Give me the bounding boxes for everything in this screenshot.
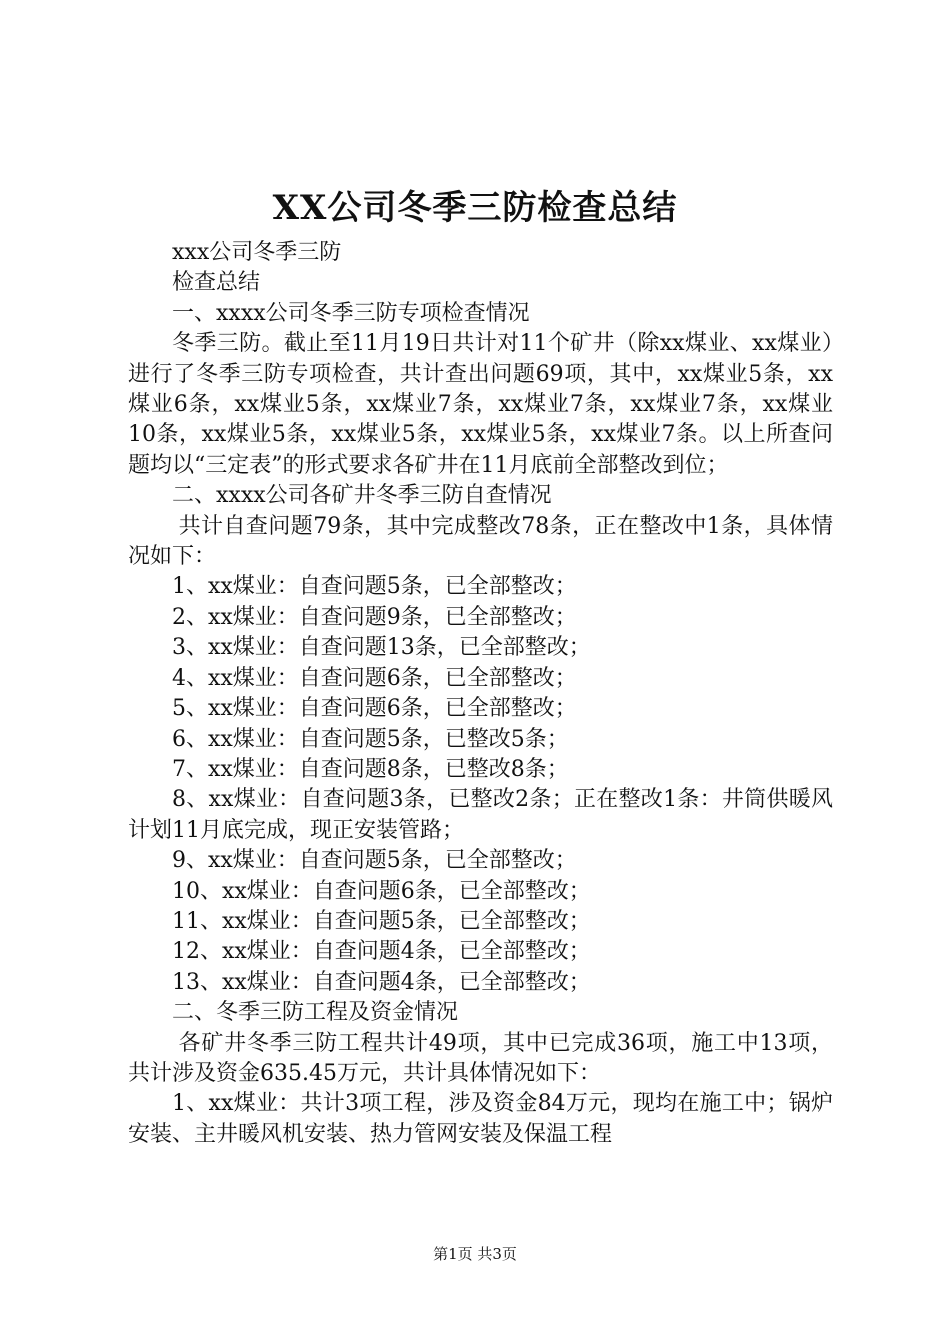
list-item: 6、xx煤业：自查问题5条，已整改5条； — [172, 726, 569, 752]
paragraph-engineering-summary: 各矿井冬季三防工程共计49项，其中已完成36项，施工中13项，共计涉及资金635.45万元，共计具体情况如下： — [128, 1030, 833, 1086]
list-item: 1、xx煤业：自查问题5条，已全部整改； — [172, 574, 577, 600]
list-item: 1、xx煤业：共计3项工程，涉及资金84万元，现均在施工中；锅炉安装、主井暖风机安装、热力管网安装及保温工程 — [128, 1091, 833, 1147]
section-heading-self-inspection: 二、xxxx公司各矿井冬季三防自查情况 — [172, 483, 552, 509]
paragraph-summary-heading: 检查总结 — [172, 270, 261, 296]
list-item: 5、xx煤业：自查问题6条，已全部整改； — [172, 696, 577, 722]
list-item: 3、xx煤业：自查问题13条，已全部整改； — [172, 635, 591, 661]
section-heading-engineering-funds: 二、冬季三防工程及资金情况 — [172, 1000, 459, 1026]
list-item: 10、xx煤业：自查问题6条，已全部整改； — [172, 878, 591, 904]
list-item: 4、xx煤业：自查问题6条，已全部整改； — [172, 665, 577, 691]
list-item: 9、xx煤业：自查问题5条，已全部整改； — [172, 848, 577, 874]
document-title: XX公司冬季三防检查总结 — [272, 188, 678, 228]
paragraph-self-inspection-summary: 共计自查问题79条，其中完成整改78条，正在整改中1条，具体情况如下： — [128, 513, 833, 570]
list-item: 2、xx煤业：自查问题9条，已全部整改； — [172, 604, 577, 630]
section-heading-special-inspection: 一、xxxx公司冬季三防专项检查情况 — [172, 300, 530, 326]
list-item: 12、xx煤业：自查问题4条，已全部整改； — [172, 939, 591, 965]
document-body — [128, 238, 833, 1150]
page-footer: 第1页 共3页 — [433, 1245, 517, 1263]
paragraph-special-inspection: 冬季三防。截止至11月19日共计对11个矿井（除xx煤业、xx煤业）进行了冬季三防专项检查，共计查出问题69项，其中，xx煤业5条，xx煤业6条，xx煤业5条，xx煤业7条，xx煤业7条，xx煤业7条，xx煤业10条，xx煤业5条，xx煤业5条，xx煤业5条，xx煤业7条。以上所查问题均以“三定表”的形式要求各矿井在11月底前全部整改到位； — [128, 331, 833, 478]
list-item: 11、xx煤业：自查问题5条，已全部整改； — [172, 908, 591, 934]
list-item: 8、xx煤业：自查问题3条，已整改2条；正在整改1条：井筒供暖风计划11月底完成，现正安装管路； — [128, 787, 833, 843]
paragraph-company-heading: xxx公司冬季三防 — [172, 240, 342, 265]
list-item: 13、xx煤业：自查问题4条，已全部整改； — [172, 969, 591, 995]
list-item: 7、xx煤业：自查问题8条，已整改8条； — [172, 756, 569, 782]
